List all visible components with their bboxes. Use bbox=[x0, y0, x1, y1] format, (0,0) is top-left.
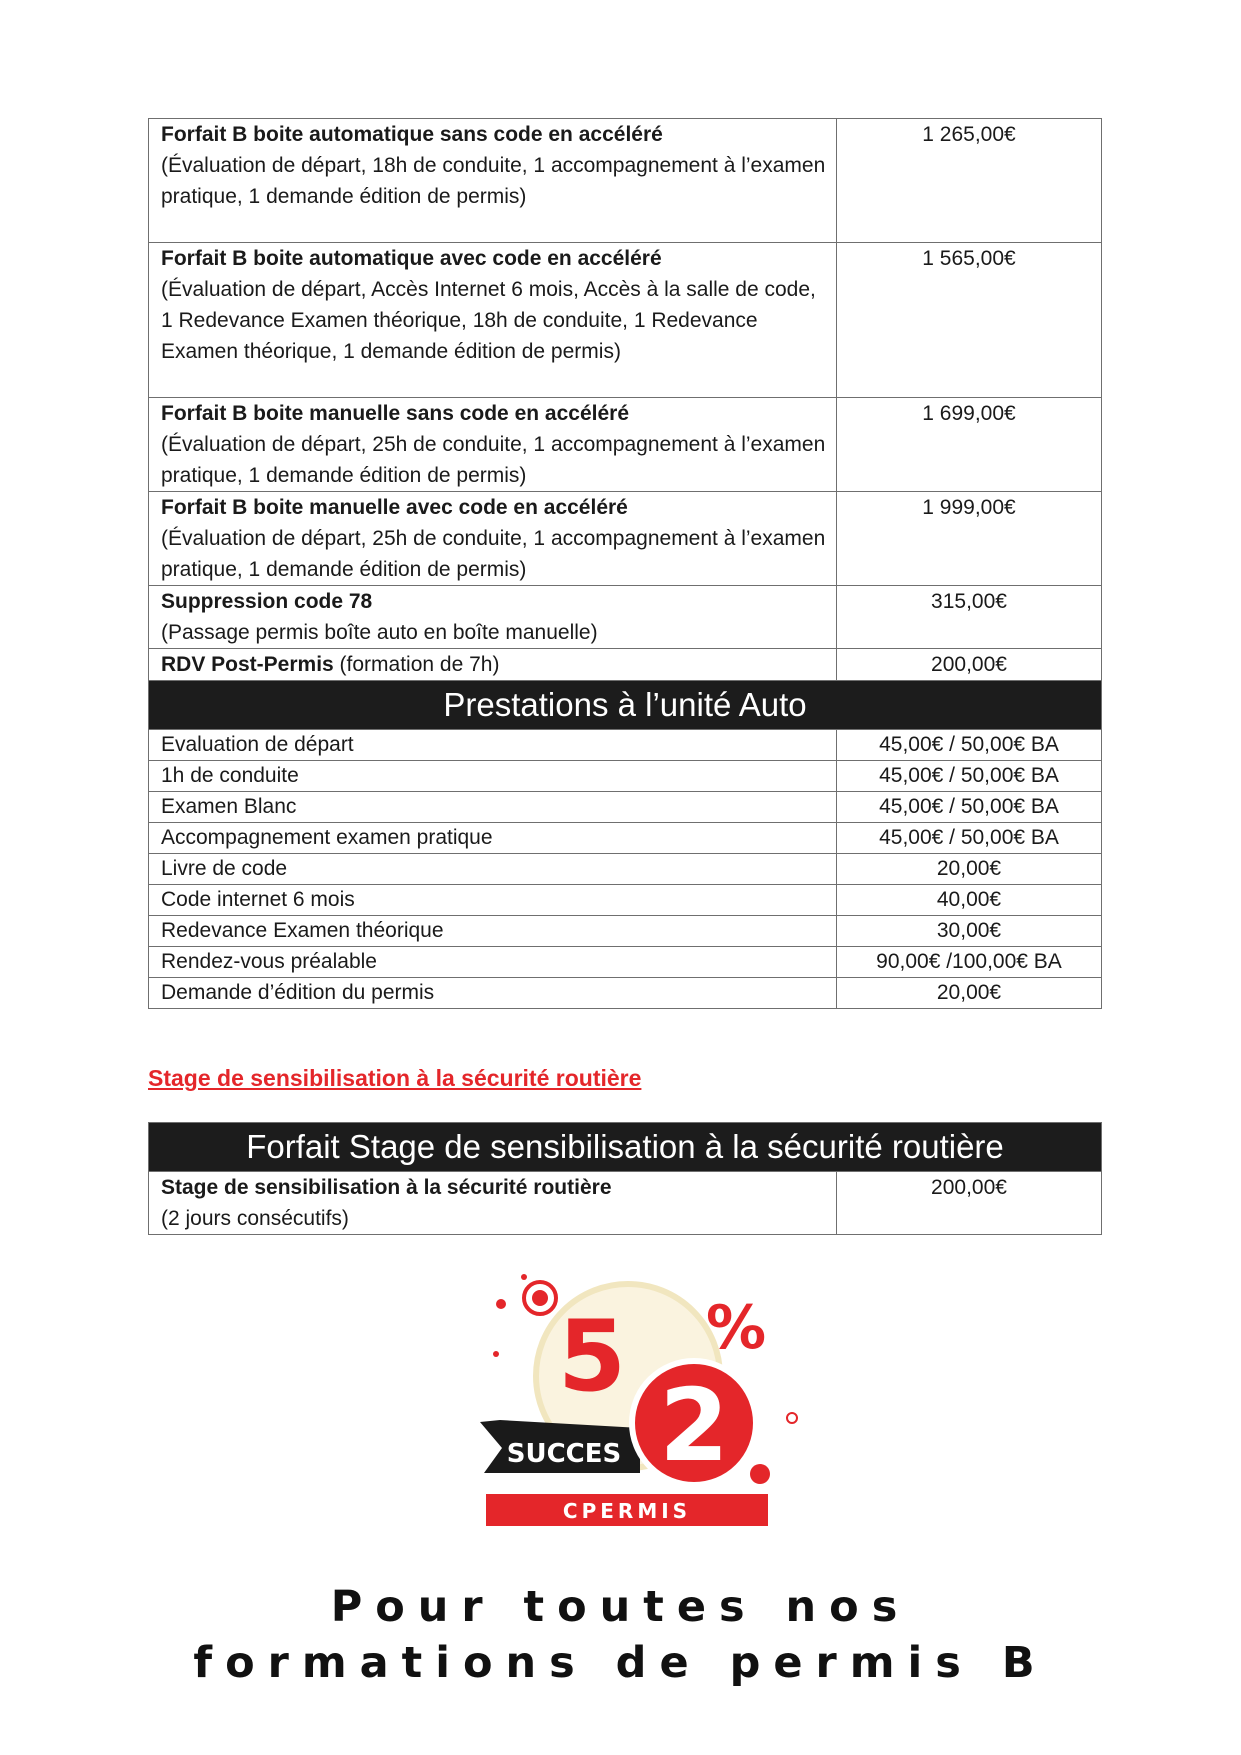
slogan-line-2: formations de permis B bbox=[193, 1638, 1048, 1688]
unit-prices-table bbox=[148, 729, 1102, 1009]
logo-word-succes: SUCCES bbox=[506, 1439, 622, 1469]
unit-label: 1h de conduite bbox=[149, 761, 837, 792]
forfait-detail: (Évaluation de départ, 25h de conduite, 1 accompagnement à l’examen pratique, 1 demande édition de permis) bbox=[161, 527, 826, 581]
stage-price: 200,00€ bbox=[837, 1172, 1102, 1235]
table-row bbox=[149, 761, 1102, 792]
forfait-name: Forfait B boite automatique avec code en accéléré bbox=[161, 247, 662, 270]
stage-table-title: Forfait Stage de sensibilisation à la sécurité routière bbox=[148, 1122, 1102, 1171]
forfait-label-cell bbox=[149, 492, 837, 586]
logo-brand-name: CPERMIS bbox=[562, 1499, 692, 1523]
forfait-name: Forfait B boite manuelle avec code en accéléré bbox=[161, 496, 628, 519]
table-row bbox=[149, 978, 1102, 1009]
forfait-label-cell bbox=[149, 586, 837, 649]
unit-price: 20,00€ bbox=[837, 854, 1102, 885]
unit-label: Accompagnement examen pratique bbox=[149, 823, 837, 854]
forfait-price: 315,00€ bbox=[837, 586, 1102, 649]
unit-section-title: Prestations à l’unité Auto bbox=[148, 681, 1102, 729]
forfait-label-cell bbox=[149, 398, 837, 492]
decor-dot-icon bbox=[493, 1351, 499, 1357]
unit-price: 45,00€ / 50,00€ BA bbox=[837, 761, 1102, 792]
table-row bbox=[149, 823, 1102, 854]
stage-section-heading: Stage de sensibilisation à la sécurité routière bbox=[148, 1065, 642, 1091]
forfait-name: RDV Post-Permis bbox=[161, 653, 334, 676]
forfait-detail: (Évaluation de départ, 18h de conduite, 1 accompagnement à l’examen pratique, 1 demande édition de permis) bbox=[161, 154, 826, 208]
unit-price: 90,00€ /100,00€ BA bbox=[837, 947, 1102, 978]
stage-name: Stage de sensibilisation à la sécurité routière bbox=[161, 1176, 612, 1199]
table-row bbox=[149, 916, 1102, 947]
table-row bbox=[149, 119, 1102, 243]
stage-table bbox=[148, 1171, 1102, 1235]
forfait-detail: (formation de 7h) bbox=[333, 653, 500, 676]
slogan-line-1: Pour toutes nos bbox=[330, 1582, 911, 1632]
forfait-price: 200,00€ bbox=[837, 649, 1102, 681]
forfait-price: 1 565,00€ bbox=[837, 243, 1102, 398]
stage-label-cell bbox=[149, 1172, 837, 1235]
unit-label: Demande d’édition du permis bbox=[149, 978, 837, 1009]
decor-dot-icon bbox=[750, 1464, 770, 1484]
forfait-price: 1 999,00€ bbox=[837, 492, 1102, 586]
table-row bbox=[149, 854, 1102, 885]
forfait-detail: (Évaluation de départ, Accès Internet 6 mois, Accès à la salle de code, 1 Redevance Examen théorique, 18h de conduite, 1 Redevance Examen théorique, 1 demande édition de permis) bbox=[161, 278, 816, 363]
unit-label: Evaluation de départ bbox=[149, 730, 837, 761]
table-row bbox=[149, 730, 1102, 761]
unit-label: Examen Blanc bbox=[149, 792, 837, 823]
unit-price: 45,00€ / 50,00€ BA bbox=[837, 823, 1102, 854]
table-row bbox=[149, 586, 1102, 649]
forfait-name: Suppression code 78 bbox=[161, 590, 373, 613]
forfait-detail: (Évaluation de départ, 25h de conduite, 1 accompagnement à l’examen pratique, 1 demande édition de permis) bbox=[161, 433, 826, 487]
forfait-detail: (Passage permis boîte auto en boîte manuelle) bbox=[161, 621, 598, 644]
forfait-price: 1 699,00€ bbox=[837, 398, 1102, 492]
forfait-label-cell bbox=[149, 243, 837, 398]
unit-price: 40,00€ bbox=[837, 885, 1102, 916]
table-row bbox=[149, 649, 1102, 681]
decor-ring-icon bbox=[787, 1413, 797, 1423]
decor-dot-icon bbox=[532, 1290, 548, 1306]
unit-label: Livre de code bbox=[149, 854, 837, 885]
unit-price: 20,00€ bbox=[837, 978, 1102, 1009]
table-row bbox=[149, 792, 1102, 823]
unit-label: Rendez-vous préalable bbox=[149, 947, 837, 978]
forfait-price: 1 265,00€ bbox=[837, 119, 1102, 243]
unit-price: 45,00€ / 50,00€ BA bbox=[837, 792, 1102, 823]
forfait-name: Forfait B boite manuelle sans code en accéléré bbox=[161, 402, 629, 425]
table-row bbox=[149, 492, 1102, 586]
table-row bbox=[149, 1172, 1102, 1235]
forfait-label-cell bbox=[149, 119, 837, 243]
table-row bbox=[149, 947, 1102, 978]
success-rate-logo bbox=[480, 1268, 800, 1548]
table-row bbox=[149, 398, 1102, 492]
percent-icon: % bbox=[705, 1293, 767, 1363]
unit-label: Code internet 6 mois bbox=[149, 885, 837, 916]
table-row bbox=[149, 243, 1102, 398]
pricing-page bbox=[148, 118, 1102, 1235]
unit-label: Redevance Examen théorique bbox=[149, 916, 837, 947]
forfaits-table bbox=[148, 118, 1102, 681]
table-row bbox=[149, 885, 1102, 916]
decor-dot-icon bbox=[521, 1274, 527, 1280]
unit-price: 30,00€ bbox=[837, 916, 1102, 947]
unit-price: 45,00€ / 50,00€ BA bbox=[837, 730, 1102, 761]
logo-digit-2: 2 bbox=[659, 1367, 729, 1484]
stage-detail: (2 jours consécutifs) bbox=[161, 1207, 349, 1230]
forfait-name: Forfait B boite automatique sans code en accéléré bbox=[161, 123, 663, 146]
logo-digit-5: 5 bbox=[557, 1300, 627, 1414]
decor-dot-icon bbox=[496, 1299, 506, 1309]
forfait-label-cell bbox=[149, 649, 837, 681]
